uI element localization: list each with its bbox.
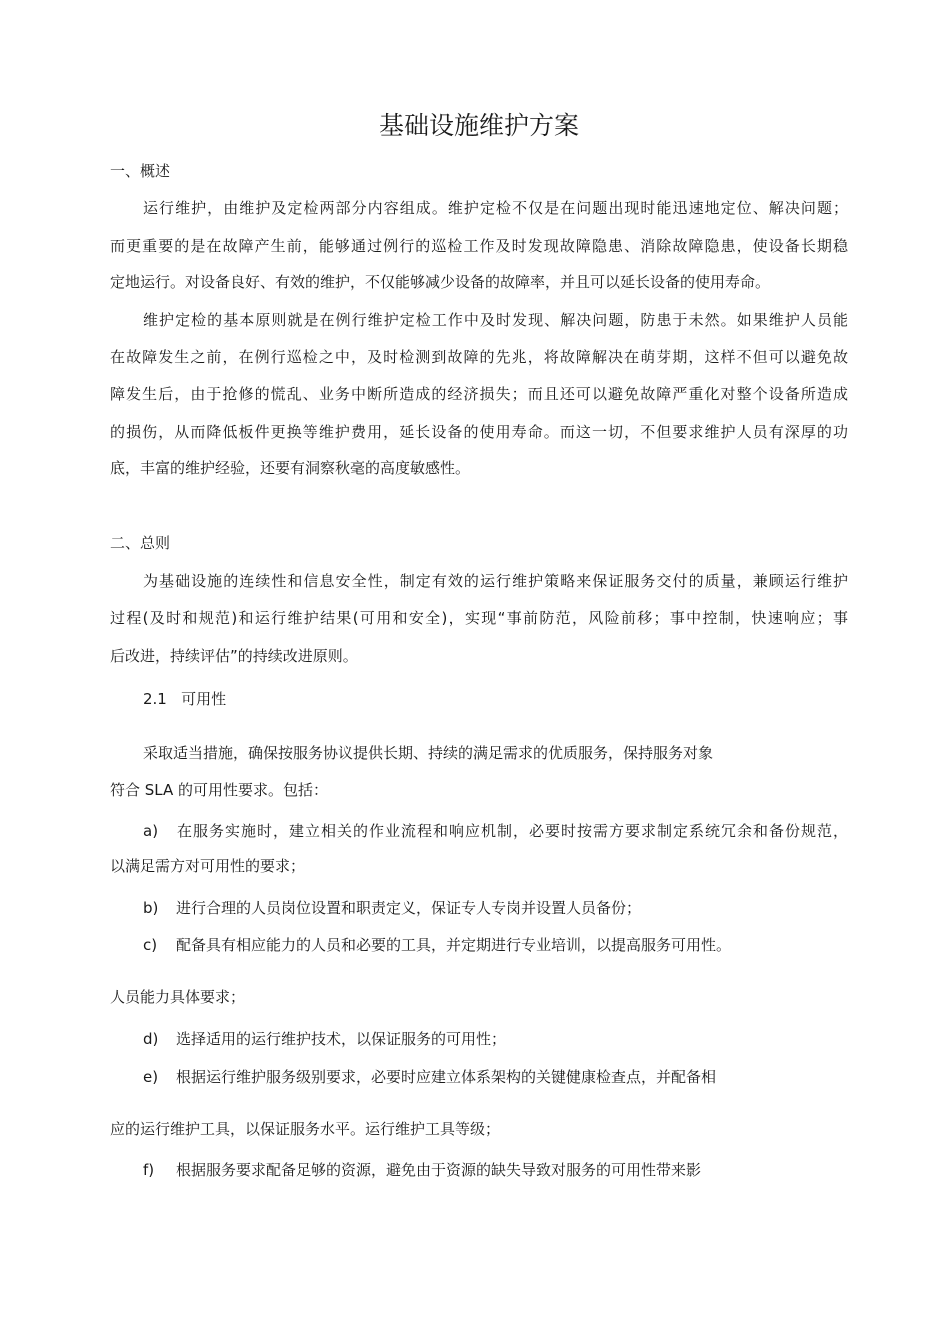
list-text: 选择适用的运行维护技术，以保证服务的可用性； — [176, 1030, 507, 1048]
paragraph-line: 为基础设施的连续性和信息安全性，制定有效的运行维护策略来保证服务交付的质量，兼顾运行维护 — [143, 572, 848, 590]
list-item-c — [143, 934, 731, 956]
subsection-heading: 2.1 可用性 — [143, 690, 227, 708]
paragraph-line: 后改进，持续评估”的持续改进原则。 — [110, 647, 358, 665]
paragraph-line: 运行维护，由维护及定检两部分内容组成。维护定检不仅是在问题出现时能迅速地定位、解决问题； — [143, 199, 848, 217]
paragraph-line: 过程(及时和规范)和运行维护结果(可用和安全)，实现“事前防范，风险前移；事中控制，快速响应；事 — [110, 609, 848, 627]
list-text: 配备具有相应能力的人员和必要的工具，并定期进行专业培训，以提高服务可用性。 — [176, 936, 732, 954]
document-title: 基础设施维护方案 — [378, 111, 579, 140]
paragraph-line: 而更重要的是在故障产生前，能够通过例行的巡检工作及时发现故障隐患、消除故障隐患，使设备长期稳 — [110, 237, 848, 255]
list-item-a — [143, 820, 848, 842]
section-1-heading: 一、概述 — [110, 162, 171, 180]
paragraph-line: 维护定检的基本原则就是在例行维护定检工作中及时发现、解决问题，防患于未然。如果维护人员能 — [143, 311, 848, 329]
list-item-d — [143, 1028, 506, 1050]
section-2-heading: 二、总则 — [110, 534, 171, 552]
list-item-e — [143, 1066, 716, 1088]
list-item-b — [143, 897, 641, 919]
list-text: 根据服务要求配备足够的资源，避免由于资源的缺失导致对服务的可用性带来影 — [176, 1161, 702, 1179]
paragraph-line: 在故障发生之前，在例行巡检之中，及时检测到故障的先兆，将故障解决在萌芽期，这样不但可以避免故 — [110, 348, 848, 366]
list-label: f) — [143, 1161, 155, 1179]
paragraph-line: 定地运行。对设备良好、有效的维护，不仅能够减少设备的故障率，并且可以延长设备的使用寿命。 — [110, 273, 771, 291]
list-item-e-continuation: 应的运行维护工具，以保证服务水平。运行维护工具等级； — [110, 1120, 501, 1138]
list-label: e) — [143, 1068, 159, 1086]
paragraph-line: 底，丰富的维护经验，还要有洞察秋毫的高度敏感性。 — [110, 459, 471, 477]
list-item-a-continuation: 以满足需方对可用性的要求； — [110, 857, 306, 875]
list-text: 在服务实施时，建立相关的作业流程和响应机制，必要时按需方要求制定系统冗余和备份规范， — [176, 822, 848, 840]
list-label: d) — [143, 1030, 159, 1048]
staff-requirement-line: 人员能力具体要求； — [110, 988, 246, 1006]
list-text: 根据运行维护服务级别要求，必要时应建立体系架构的关键健康检查点，并配备相 — [176, 1068, 717, 1086]
list-label: a) — [143, 822, 159, 840]
list-label: b) — [143, 899, 159, 917]
list-text: 进行合理的人员岗位设置和职责定义，保证专人专岗并设置人员备份； — [176, 899, 642, 917]
paragraph-line: 的损伤，从而降低板件更换等维护费用，延长设备的使用寿命。而这一切，不但要求维护人员有深厚的功 — [110, 423, 848, 441]
paragraph-line: 符合 SLA 的可用性要求。包括： — [110, 781, 329, 799]
paragraph-line: 采取适当措施，确保按服务协议提供长期、持续的满足需求的优质服务，保持服务对象 — [143, 744, 714, 762]
list-item-f — [143, 1159, 701, 1181]
paragraph-line: 障发生后，由于抢修的慌乱、业务中断所造成的经济损失；而且还可以避免故障严重化对整个设备所造成 — [110, 385, 848, 403]
list-label: c) — [143, 936, 158, 954]
